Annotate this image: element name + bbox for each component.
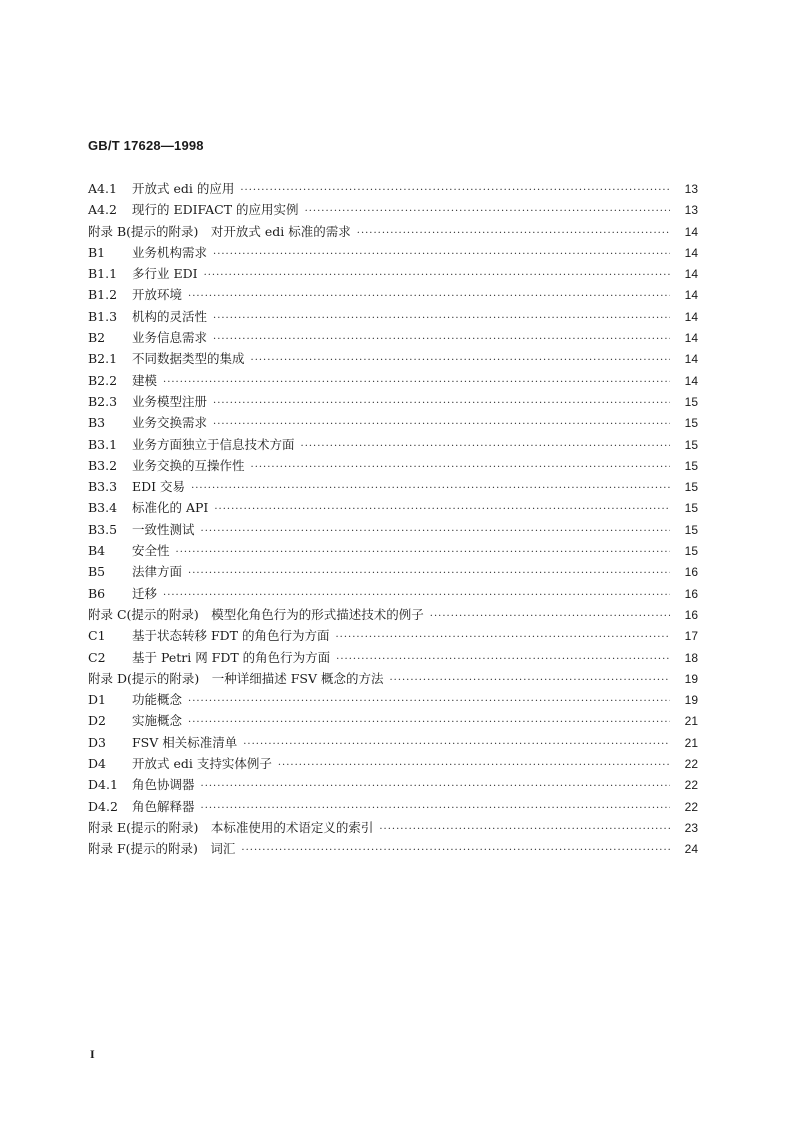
toc-leader-dots	[188, 563, 670, 584]
toc-entry-number: B4	[88, 543, 106, 559]
toc-entry-number: B1.3	[88, 308, 118, 324]
toc-entry-number: B3	[88, 415, 106, 431]
toc-entry-title: 多行业 EDI	[132, 266, 198, 282]
toc-leader-dots	[389, 670, 670, 691]
toc-leader-dots	[188, 712, 670, 733]
toc-entry-title: 开放式 edi 的应用	[132, 181, 235, 196]
toc-entry	[88, 796, 698, 817]
toc-leader-dots	[213, 308, 670, 329]
toc-entry-title: 开放式 edi 支持实体例子	[132, 756, 272, 772]
toc-entry-title: 业务交换的互操作性	[132, 457, 245, 473]
toc-leader-dots	[191, 478, 670, 499]
toc-entry	[88, 221, 698, 242]
toc-entry-number: A4.1	[88, 181, 117, 196]
toc-entry	[88, 668, 698, 689]
toc-entry	[88, 412, 698, 433]
toc-entry-number: B2.1	[88, 351, 118, 367]
page-number: I	[90, 1047, 95, 1061]
toc-leader-dots	[278, 755, 670, 776]
toc-entry-number: D4	[88, 756, 106, 772]
toc-entry-number: D2	[88, 713, 106, 729]
toc-entry-page: 15	[684, 501, 698, 516]
toc-entry-page: 16	[684, 586, 698, 601]
toc-entry-page: 18	[684, 650, 698, 665]
toc-entry	[88, 434, 698, 455]
document-code: GB/T 17628—1998	[88, 138, 204, 153]
toc-entry-title: 基于状态转移 FDT 的角色行为方面	[132, 628, 330, 644]
toc-entry-page: 14	[684, 352, 698, 367]
toc-leader-dots	[188, 691, 670, 712]
toc-entry-title: 建模	[132, 372, 158, 388]
toc-entry-number: D4.2	[88, 798, 118, 814]
toc-entry	[88, 838, 698, 859]
toc-entry-title: 附录 D(提示的附录) 一种详细描述 FSV 概念的方法	[88, 670, 384, 686]
toc-entry-title: 法律方面	[132, 564, 183, 580]
toc-entry-title: 业务模型注册	[132, 393, 208, 409]
toc-entry-title: 附录 C(提示的附录) 模型化角色行为的形式描述技术的例子	[88, 606, 424, 622]
toc-entry-page: 15	[684, 437, 698, 452]
toc-leader-dots	[213, 393, 670, 414]
toc-entry-number: B2.2	[88, 372, 118, 388]
toc-leader-dots	[336, 649, 670, 670]
toc-entry-page: 16	[684, 565, 698, 580]
toc-leader-dots	[204, 265, 670, 286]
toc-entry-title: EDI 交易	[132, 479, 186, 495]
toc-entry-title: 附录 B(提示的附录) 对开放式 edi 标准的需求	[88, 223, 351, 239]
toc-leader-dots	[305, 201, 670, 222]
toc-entry-page: 15	[684, 480, 698, 495]
toc-leader-dots	[243, 734, 670, 755]
toc-entry-page: 23	[684, 820, 698, 835]
toc-entry-title: 迁移	[132, 585, 158, 601]
toc-entry-title: 开放环境	[132, 287, 183, 303]
toc-entry-title: 角色协调器	[132, 777, 195, 793]
toc-entry-page: 14	[684, 331, 698, 346]
toc-entry-page: 19	[684, 671, 698, 686]
toc-leader-dots	[201, 521, 670, 542]
toc-leader-dots	[176, 542, 670, 563]
toc-entry	[88, 497, 698, 518]
toc-entry-title: 基于 Petri 网 FDT 的角色行为方面	[132, 649, 331, 665]
toc-entry-page: 14	[684, 288, 698, 303]
toc-entry	[88, 625, 698, 646]
toc-entry	[88, 519, 698, 540]
toc-entry	[88, 689, 698, 710]
toc-entry	[88, 476, 698, 497]
toc-entry-page: 14	[684, 267, 698, 282]
toc-entry-title: 不同数据类型的集成	[132, 351, 245, 367]
toc-entry-page: 22	[684, 757, 698, 772]
toc-entry	[88, 199, 698, 220]
toc-entry	[88, 348, 698, 369]
toc-entry	[88, 284, 698, 305]
toc-entry-title: 现行的 EDIFACT 的应用实例	[132, 202, 299, 218]
toc-entry-page: 14	[684, 309, 698, 324]
toc-leader-dots	[213, 244, 670, 265]
toc-entry-title: 一致性测试	[132, 521, 195, 537]
toc-entry	[88, 242, 698, 263]
toc-leader-dots	[214, 499, 670, 520]
toc-entry-page: 22	[684, 778, 698, 793]
toc-entry-title: 安全性	[132, 543, 170, 559]
toc-entry-page: 16	[684, 607, 698, 622]
toc-entry	[88, 647, 698, 668]
toc-entry-number: B6	[88, 585, 106, 601]
toc-entry-title: 业务方面独立于信息技术方面	[132, 436, 295, 452]
toc-leader-dots	[301, 436, 670, 457]
toc-leader-dots	[241, 840, 670, 861]
toc-entry-title: 业务机构需求	[132, 244, 208, 260]
toc-entry-number: B2	[88, 330, 106, 346]
toc-entry-title: 业务交换需求	[132, 415, 208, 431]
toc-entry-title: 附录 E(提示的附录) 本标准使用的术语定义的索引	[88, 819, 374, 835]
toc-entry	[88, 540, 698, 561]
toc-entry-number: B3.2	[88, 457, 118, 473]
toc-leader-dots	[163, 585, 670, 606]
toc-entry-title: 实施概念	[132, 713, 183, 729]
toc-entry	[88, 178, 698, 199]
toc-entry-number: B3.4	[88, 500, 118, 516]
toc-entry-title: 标准化的 API	[132, 500, 209, 516]
toc-entry	[88, 774, 698, 795]
toc-entry-page: 13	[684, 182, 698, 196]
toc-entry	[88, 455, 698, 476]
toc-entry	[88, 327, 698, 348]
toc-entry-number: B1	[88, 244, 106, 260]
toc-entry-page: 21	[684, 714, 698, 729]
toc-leader-dots	[163, 372, 670, 393]
toc-entry-page: 15	[684, 544, 698, 559]
toc-entry	[88, 732, 698, 753]
toc-leader-dots	[251, 457, 670, 478]
toc-entry-number: B1.2	[88, 287, 118, 303]
toc-entry-title: 机构的灵活性	[132, 308, 208, 324]
toc-entry	[88, 391, 698, 412]
toc-entry-number: D3	[88, 734, 106, 750]
toc-entry-number: B3.5	[88, 521, 118, 537]
toc-entry	[88, 306, 698, 327]
toc-entry-number: B1.1	[88, 266, 118, 282]
toc-entry	[88, 710, 698, 731]
toc-entry-page: 15	[684, 458, 698, 473]
toc-leader-dots	[201, 798, 670, 819]
toc-leader-dots	[201, 776, 670, 797]
toc-entry-number: D4.1	[88, 777, 118, 793]
toc-entry-page: 21	[684, 735, 698, 750]
toc-entry-title: 附录 F(提示的附录) 词汇	[88, 841, 236, 857]
toc-entry	[88, 604, 698, 625]
toc-leader-dots	[357, 223, 670, 244]
toc-leader-dots	[188, 286, 670, 307]
toc-entry	[88, 561, 698, 582]
toc-entry-number: C1	[88, 628, 106, 644]
toc-entry-page: 19	[684, 693, 698, 708]
toc-entry-page: 15	[684, 522, 698, 537]
toc-leader-dots	[251, 350, 670, 371]
toc-entry-page: 15	[684, 416, 698, 431]
toc-entry-page: 24	[684, 842, 698, 857]
toc-leader-dots	[213, 414, 670, 435]
toc-leader-dots	[213, 329, 670, 350]
toc-entry-number: D1	[88, 692, 106, 708]
toc-leader-dots	[240, 180, 670, 201]
toc-entry-page: 22	[684, 799, 698, 814]
toc-entry-page: 14	[684, 373, 698, 388]
toc-entry	[88, 370, 698, 391]
toc-entry-title: 功能概念	[132, 692, 183, 708]
toc-entry-number: C2	[88, 649, 106, 665]
toc-entry-title: 业务信息需求	[132, 330, 208, 346]
toc-entry-number: B2.3	[88, 393, 118, 409]
toc-entry-title: 角色解释器	[132, 798, 195, 814]
toc-entry-number: B3.3	[88, 479, 118, 495]
toc-entry	[88, 583, 698, 604]
toc-leader-dots	[379, 819, 670, 840]
toc-entry-page: 14	[684, 224, 698, 239]
toc-leader-dots	[335, 627, 670, 648]
toc-entry-number: B3.1	[88, 436, 118, 452]
table-of-contents	[88, 178, 698, 860]
toc-entry-number: B5	[88, 564, 106, 580]
toc-entry-page: 14	[684, 245, 698, 260]
toc-entry	[88, 753, 698, 774]
toc-entry	[88, 817, 698, 838]
toc-leader-dots	[430, 606, 670, 627]
toc-entry-page: 13	[684, 203, 698, 218]
toc-entry	[88, 263, 698, 284]
toc-entry-title: FSV 相关标准清单	[132, 734, 238, 750]
toc-entry-page: 15	[684, 394, 698, 409]
toc-entry-number: A4.2	[88, 202, 117, 218]
toc-entry-page: 17	[684, 629, 698, 644]
